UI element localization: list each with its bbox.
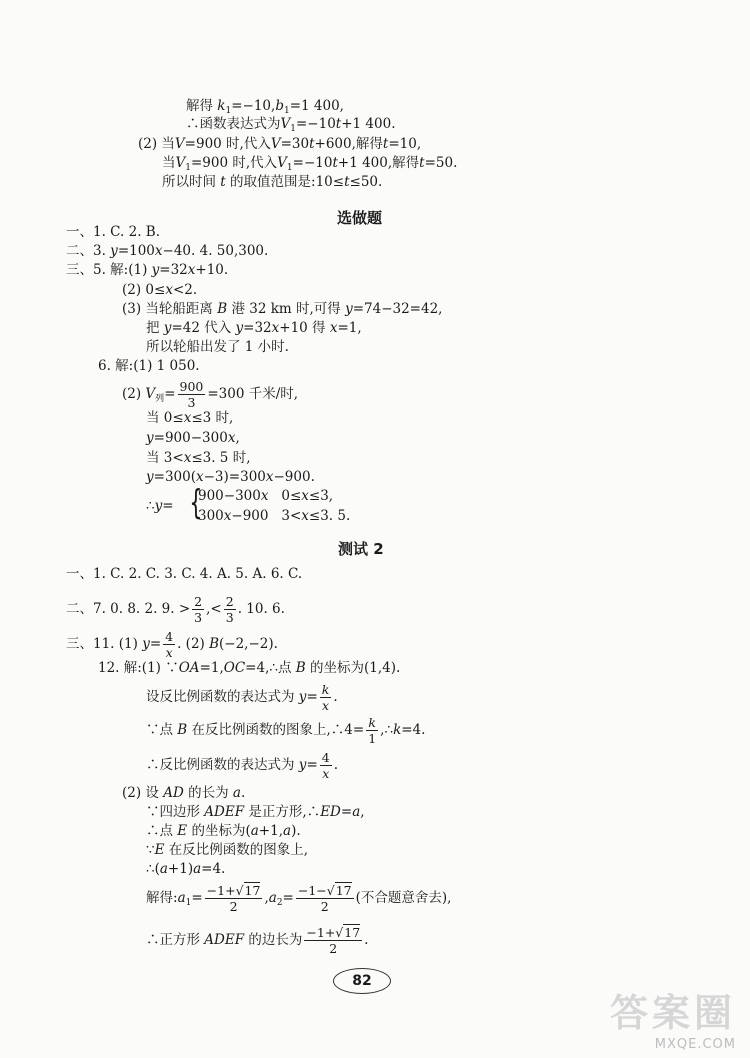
solve-k1-b1-line: 解得 $k_1=-10,b_1=1$ 400, — [186, 98, 344, 116]
test2-row-12-2-on-graph: ∵E 在反比例函数的图象上, — [146, 842, 309, 858]
test2-answer-row-11: 三、11. (1) y= $\frac{4}{x}$ . (2) B(−2,−2). — [66, 629, 278, 660]
fraction-k-1: $\frac{k}{1}$ — [368, 715, 377, 746]
answer-row-6: 6. 解:(1) 1 050. — [98, 358, 200, 374]
fraction-2-3-a: $\frac{2}{3}$ — [194, 594, 203, 625]
test2-row-12-2-setup: (2) 设 AD 的长为 a. — [122, 785, 246, 801]
watermark-logo: 答案圈 — [609, 991, 736, 1035]
fraction-4-x-b: $\frac{4}{x}$ — [321, 750, 330, 781]
piecewise-lhs: ∴y= — [146, 498, 174, 514]
heading-test-2: 测试 2 — [338, 540, 384, 558]
test2-row-12-2-solutions: 解得$:a_1=$ $\frac{-1+√17}{2}$ $,a_2=$ $\frac{-1-√17}{2}$ (不合题意舍去), — [146, 883, 452, 914]
answer-row-6-2: (2) $V_列=$ $\frac{900}{3}$ =300 千米/时, — [122, 379, 299, 410]
answer-row-5-3: (3) 当轮船距离 B 港 32 km 时,可得 y=74−32=42, — [122, 301, 443, 317]
fraction-4-x: $\frac{4}{x}$ — [165, 629, 174, 660]
time-range-line: 所以时间 t 的取值范围是:10≤t≤50. — [162, 174, 383, 190]
fraction-900-3: $\frac{900}{3}$ — [179, 379, 204, 410]
piecewise-case-1: 900−300x 0≤x≤3, — [198, 488, 334, 504]
fraction-root-answer: $\frac{-1+√17}{2}$ — [306, 925, 361, 956]
answer-row-5-3c: 所以轮船出发了 1 小时. — [146, 339, 289, 355]
heading-optional-questions: 选做题 — [337, 209, 383, 227]
answer-row-3: 二、3. y=100x−40. 4. 50,300. — [66, 243, 269, 259]
fraction-root-plus: $\frac{-1+√17}{2}$ — [206, 883, 261, 914]
test2-row-12-result: ∴反比例函数的表达式为 y= $\frac{4}{x}$ . — [146, 750, 338, 781]
piecewise-case-2: 300x−900 3<x≤3. 5. — [198, 508, 351, 524]
part2-v1-900-line: 当$V_1=900$ 时,代入$V_1=-10t+1$ 400,解得t=50. — [162, 155, 458, 173]
watermark-url: MXQE.COM — [654, 1037, 736, 1052]
test2-row-12-2-square: ∵四边形 ADEF 是正方形,∴ED=a, — [146, 804, 365, 820]
test2-answer-row-1: 一、1. C. 2. C. 3. C. 4. A. 5. A. 6. C. — [66, 566, 303, 582]
function-v1-line: ∴函数表达式为$V_1=-10t+1$ 400. — [186, 116, 396, 134]
test2-answer-row-12: 12. 解:(1) ∵OA=1,OC=4,∴点 B 的坐标为(1,4). — [98, 660, 401, 676]
case-1-cond: 当 0≤x≤3 时, — [146, 410, 234, 426]
case-1-expr: y=900−300x, — [146, 430, 240, 446]
answer-row-1: 一、1. C. 2. B. — [66, 224, 160, 240]
fraction-2-3-b: $\frac{2}{3}$ — [225, 594, 234, 625]
test2-answer-row-7: 二、7. 0. 8. 2. 9. > $\frac{2}{3}$ ,< $\frac{2}{3}$ . 10. 6. — [66, 594, 285, 625]
test2-row-12-2-answer: ∴正方形 ADEF 的边长为 $\frac{-1+√17}{2}$ . — [146, 925, 369, 956]
case-2-expr: y=300(x−3)=300x−900. — [146, 469, 315, 485]
case-2-cond: 当 3<x≤3. 5 时, — [146, 450, 251, 466]
test2-row-12-2-equation: ∴(a+1)a=4. — [146, 861, 226, 877]
watermark — [610, 982, 736, 1052]
test2-row-12-solve-k: ∵点 B 在反比例函数的图象上,∴4= $\frac{k}{1}$ ,∴k=4. — [146, 715, 426, 746]
test2-row-12-2-coord: ∴点 E 的坐标为(a+1,a). — [146, 823, 301, 839]
answer-row-5: 三、5. 解:(1) y=32x+10. — [66, 262, 229, 278]
piecewise-brace: { — [189, 483, 203, 523]
test2-row-12-setup: 设反比例函数的表达式为 y= $\frac{k}{x}$ . — [146, 682, 338, 713]
answer-row-5-2: (2) 0≤x<2. — [122, 282, 198, 298]
page-number: 82 — [333, 968, 391, 994]
fraction-root-minus: $\frac{-1-√17}{2}$ — [297, 883, 352, 914]
part2-v900-line: (2) 当V=900 时,代入V=30t+600,解得t=10, — [138, 136, 422, 152]
answer-row-5-3b: 把 y=42 代入 y=32x+10 得 x=1, — [146, 320, 362, 336]
fraction-k-x: $\frac{k}{x}$ — [321, 682, 330, 713]
